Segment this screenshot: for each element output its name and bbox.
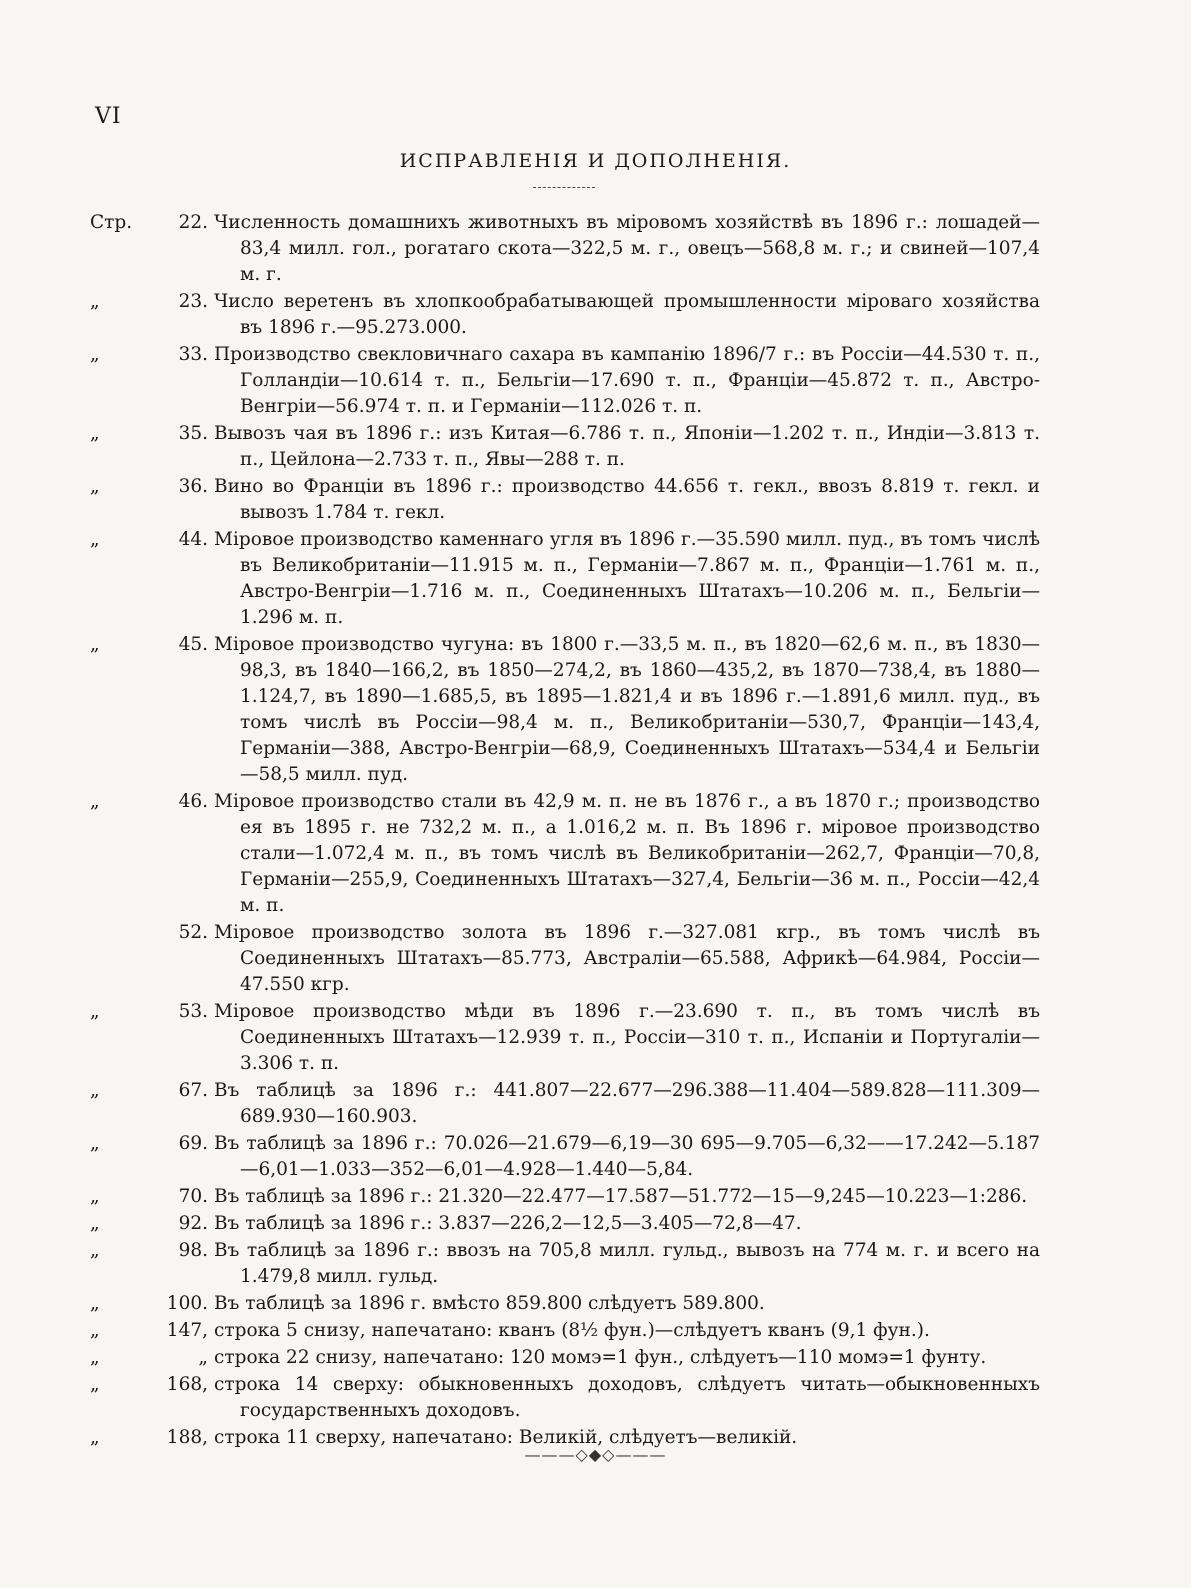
title-divider: [533, 187, 595, 189]
errata-entry: [90, 1131, 1040, 1183]
page-reference: 168,: [166, 1374, 208, 1395]
page-title: ИСПРАВЛЕНІЯ И ДОПОЛНЕНІЯ.: [399, 150, 792, 172]
page-reference: 23.: [178, 291, 208, 312]
entry-prefix: [90, 920, 126, 998]
page-reference: 92.: [178, 1213, 208, 1234]
errata-entry: [90, 1078, 1040, 1130]
page-reference: 45.: [178, 634, 208, 655]
errata-entry: [90, 1184, 1040, 1210]
page-reference: 98.: [178, 1240, 208, 1261]
end-ornament: ———◇◆◇———: [524, 1445, 667, 1464]
entry-prefix: „: [90, 344, 100, 365]
entry-prefix: „: [90, 1240, 100, 1261]
entry-text: Въ таблицѣ за 1896 г.: 70.026—21.679—6,19—30 695—9.705—6,32——17.242—5.187—6,01—1.033—352—6,01—4.928—1.440—5,84.: [214, 1133, 1040, 1180]
entry-prefix: „: [90, 1347, 100, 1368]
page-reference: 35.: [178, 423, 208, 444]
entry-text: Міровое производство каменнаго угля въ 1896 г.—35.590 милл. пуд., въ томъ числѣ въ Великобританіи—11.915 м. п., Германіи—7.867 м. п., Франціи—1.761 м. п., Австро-Венгріи—1.716 м. п., Соединенныхъ Штатахъ—10.206 м. п., Бельгіи—1.296 м. п.: [214, 529, 1040, 628]
entry-text: Численность домашнихъ животныхъ въ міровомъ хозяйствѣ въ 1896 г.: лошадей—83,4 милл. гол., рогатаго скота—322,5 м. г., овецъ—568,8 м. г.; и свиней—107,4 м. г.: [214, 212, 1040, 285]
errata-list: [90, 210, 1040, 1452]
entry-text: Міровое производство золота въ 1896 г.—327.081 кгр., въ томъ числѣ въ Соединенныхъ Штатахъ—85.773, Австраліи—65.588, Африкѣ—64.984, Россіи—47.550 кгр.: [214, 922, 1040, 995]
errata-entry: [90, 474, 1040, 526]
errata-entry: [90, 289, 1040, 341]
entry-prefix: „: [90, 1320, 100, 1341]
page-reference: 53.: [178, 1001, 208, 1022]
entry-prefix: „: [90, 423, 100, 444]
errata-entry: [90, 210, 1040, 288]
entry-prefix: „: [90, 1186, 100, 1207]
entry-text: Производство свекловичнаго сахара въ кампанію 1896/7 г.: въ Россіи—44.530 т. п., Голландіи—10.614 т. п., Бельгіи—17.690 т. п., Франціи—45.872 т. п., Австро-Венгріи—56.974 т. п. и Германіи—112.026 т. п.: [214, 344, 1040, 417]
entry-prefix: „: [90, 529, 100, 550]
errata-entry: [90, 1238, 1040, 1290]
entry-prefix: „: [90, 1427, 100, 1448]
errata-entry: [90, 421, 1040, 473]
entry-text: строка 22 снизу, напечатано: 120 момэ=1 фун., слѣдуетъ—110 момэ=1 фунту.: [214, 1347, 987, 1368]
errata-entry: [90, 999, 1040, 1077]
entry-text: строка 5 снизу, напечатано: кванъ (8½ фун.)—слѣдуетъ кванъ (9,1 фун.).: [214, 1320, 930, 1341]
entry-text: Въ таблицѣ за 1896 г.: 441.807—22.677—296.388—11.404—589.828—111.309—689.930—160.903.: [214, 1080, 1040, 1127]
entry-text: Вино во Франціи въ 1896 г.: производство 44.656 т. гекл., ввозъ 8.819 т. гекл. и вывозъ 1.784 т. гекл.: [214, 476, 1040, 523]
page-reference: „: [198, 1347, 208, 1368]
errata-entry: [90, 789, 1040, 919]
page-reference: 67.: [178, 1080, 208, 1101]
entry-prefix: „: [90, 1293, 100, 1314]
entry-prefix: „: [90, 634, 100, 655]
page-reference: 100.: [166, 1293, 208, 1314]
entry-prefix: „: [90, 291, 100, 312]
entry-prefix: „: [90, 476, 100, 497]
entry-prefix: Стр.: [90, 212, 133, 233]
entry-text: Міровое производство мѣди въ 1896 г.—23.690 т. п., въ томъ числѣ въ Соединенныхъ Штатахъ—12.939 т. п., Россіи—310 т. п., Испаніи и Португаліи—3.306 т. п.: [214, 1001, 1040, 1074]
page-reference: 46.: [178, 791, 208, 812]
entry-text: строка 14 сверху: обыкновенныхъ доходовъ, слѣдуетъ читать—обыкновенныхъ государственныхъ доходовъ.: [214, 1374, 1040, 1421]
page-reference: 22.: [178, 212, 208, 233]
entry-prefix: „: [90, 1080, 100, 1101]
errata-entry: [90, 527, 1040, 631]
entry-text: Въ таблицѣ за 1896 г. вмѣсто 859.800 слѣдуетъ 589.800.: [214, 1293, 765, 1314]
entry-prefix: „: [90, 791, 100, 812]
errata-entry: [90, 632, 1040, 788]
errata-entry: [90, 920, 1040, 998]
page-reference: 188,: [166, 1427, 208, 1448]
entry-prefix: „: [90, 1133, 100, 1154]
page-reference: 44.: [178, 529, 208, 550]
page-number: VI: [95, 104, 122, 129]
errata-entry: [90, 1211, 1040, 1237]
page-reference: 52.: [178, 922, 208, 943]
entry-text: Міровое производство чугуна: въ 1800 г.—33,5 м. п., въ 1820—62,6 м. п., въ 1830—98,3, въ 1840—166,2, въ 1850—274,2, въ 1860—435,2, въ 1870—738,4, въ 1880—1.124,7, въ 1890—1.685,5, въ 1895—1.821,4 и въ 1896 г.—1.891,6 милл. пуд., въ томъ числѣ въ Россіи—98,4 м. п., Великобританіи—530,7, Франціи—143,4, Германіи—388, Австро-Венгріи—68,9, Соединенныхъ Штатахъ—534,4 и Бельгіи—58,5 милл. пуд.: [214, 634, 1040, 785]
page-reference: 36.: [178, 476, 208, 497]
entry-text: Въ таблицѣ за 1896 г.: 3.837—226,2—12,5—3.405—72,8—47.: [214, 1213, 802, 1234]
entry-text: Въ таблицѣ за 1896 г.: ввозъ на 705,8 милл. гульд., вывозъ на 774 м. г. и всего на 1.479,8 милл. гульд.: [214, 1240, 1040, 1287]
errata-entry: [90, 1345, 1040, 1371]
entry-prefix: „: [90, 1374, 100, 1395]
entry-text: строка 11 сверху, напечатано: Великій, слѣдуетъ—великій.: [214, 1427, 798, 1448]
entry-text: Число веретенъ въ хлопкообрабатывающей промышленности міроваго хозяйства въ 1896 г.—95.273.000.: [214, 291, 1040, 338]
page-reference: 70.: [178, 1186, 208, 1207]
entry-text: Міровое производство стали въ 42,9 м. п. не въ 1876 г., а въ 1870 г.; производство ея въ 1895 г. не 732,2 м. п., а 1.016,2 м. п. Въ 1896 г. міровое производство стали—1.072,4 м. п., въ томъ числѣ въ Великобританіи—262,7, Франціи—70,8, Германіи—255,9, Соединенныхъ Штатахъ—327,4, Бельгіи—36 м. п., Россіи—42,4 м. п.: [214, 791, 1040, 916]
entry-prefix: „: [90, 1001, 100, 1022]
entry-prefix: „: [90, 1213, 100, 1234]
errata-entry: [90, 1318, 1040, 1344]
entry-text: Въ таблицѣ за 1896 г.: 21.320—22.477—17.587—51.772—15—9,245—10.223—1:286.: [214, 1186, 1028, 1207]
errata-entry: [90, 1291, 1040, 1317]
errata-entry: [90, 342, 1040, 420]
errata-entry: [90, 1372, 1040, 1424]
page-reference: 33.: [178, 344, 208, 365]
entry-text: Вывозъ чая въ 1896 г.: изъ Китая—6.786 т. п., Японіи—1.202 т. п., Индіи—3.813 т. п., Цейлона—2.733 т. п., Явы—288 т. п.: [214, 423, 1040, 470]
page-reference: 147,: [166, 1320, 208, 1341]
page-reference: 69.: [178, 1133, 208, 1154]
